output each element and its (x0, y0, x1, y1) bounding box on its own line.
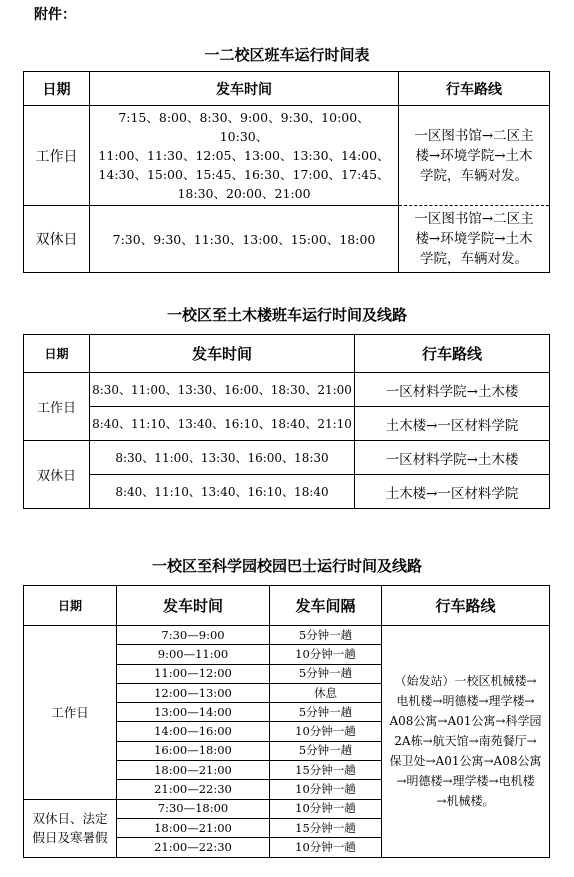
route-line: 保卫处→A01公寓→A08公寓 (389, 754, 542, 769)
route-cell: 土木楼→一区材料学院 (355, 407, 550, 441)
times-cell: 7:30、9:30、11:30、13:00、15:00、18:00 (90, 206, 399, 273)
interval-cell: 10分钟一趟 (270, 722, 382, 741)
table-row (24, 373, 550, 407)
interval-cell: 5分钟一趟 (270, 664, 382, 683)
interval-cell: 15分钟一趟 (270, 818, 382, 837)
day-line: 双休日、法定 (32, 811, 108, 827)
interval-cell: 休息 (270, 683, 382, 702)
time-cell: 21:00—22:30 (117, 838, 270, 857)
day-cell: 工作日 (24, 106, 90, 206)
interval-cell: 5分钟一趟 (270, 626, 382, 645)
times-line: 7:15、8:00、8:30、9:00、9:30、10:00、10:30、 (118, 110, 370, 144)
times-line: 14:30、15:00、15:45、16:30、17:00、17:45、 (98, 167, 390, 182)
route-line: 一区图书馆→二区主 (414, 211, 534, 227)
route-line: （始发站）一校区机械楼→ (394, 674, 537, 689)
time-cell: 7:30—18:00 (117, 799, 270, 818)
table1-title: 一二校区班车运行时间表 (204, 46, 370, 64)
table-row (24, 441, 550, 475)
times-cell: 8:40、11:10、13:40、16:10、18:40、21:10 (90, 407, 355, 441)
route-line: 学院，车辆对发。 (420, 251, 528, 267)
attachment-label: 附件： (34, 7, 76, 23)
table-row (24, 106, 550, 206)
time-cell: 9:00—11:00 (117, 645, 270, 664)
time-cell: 12:00—13:00 (117, 683, 270, 702)
header-times: 发车时间 (90, 335, 355, 373)
shuttle-table-1 (23, 71, 550, 273)
time-cell: 13:00—14:00 (117, 703, 270, 722)
route-line: 一区图书馆→二区主 (414, 127, 534, 144)
time-cell: 18:00—21:00 (117, 761, 270, 780)
header-route: 行车路线 (355, 335, 550, 373)
header-route: 行车路线 (399, 72, 550, 106)
route-line: A08公寓→A01公寓→科学园 (389, 714, 542, 729)
table-header-row (24, 72, 550, 106)
day-cell: 工作日 (24, 626, 117, 800)
table-row (24, 206, 550, 273)
day-line: 假日及寒暑假 (32, 830, 108, 846)
times-line: 11:00、11:30、12:05、13:00、13:30、14:00、 (98, 148, 390, 163)
table-header-row (24, 335, 550, 373)
day-cell: 工作日 (24, 373, 90, 441)
interval-cell: 10分钟一趟 (270, 838, 382, 857)
times-cell (90, 106, 399, 206)
header-date: 日期 (24, 335, 90, 373)
table-row (24, 407, 550, 441)
shuttle-table-3 (23, 585, 550, 858)
header-date: 日期 (24, 72, 90, 106)
route-line: →机械楼。 (436, 794, 495, 809)
route-cell: 一区材料学院→土木楼 (355, 373, 550, 407)
time-cell: 18:00—21:00 (117, 818, 270, 837)
header-times: 发车时间 (90, 72, 399, 106)
table3-title: 一校区至科学园校园巴士运行时间及线路 (151, 557, 422, 575)
header-interval: 发车间隔 (270, 586, 382, 626)
header-route: 行车路线 (382, 586, 550, 626)
time-cell: 16:00—18:00 (117, 741, 270, 760)
table-header-row (24, 586, 550, 626)
times-cell: 8:30、11:00、13:30、16:00、18:30、21:00 (90, 373, 355, 407)
interval-cell: 5分钟一趟 (270, 703, 382, 722)
interval-cell: 10分钟一趟 (270, 799, 382, 818)
route-line: →明德楼→理学楼→电机楼 (396, 774, 535, 789)
route-line: 楼→环境学院→土木 (415, 231, 533, 247)
route-cell (382, 626, 550, 858)
time-cell: 7:30—9:00 (117, 626, 270, 645)
route-cell: 一区材料学院→土木楼 (355, 441, 550, 475)
route-cell: 土木楼→一区材料学院 (355, 475, 550, 509)
times-cell: 8:40、11:10、13:40、16:10、18:40 (90, 475, 355, 509)
header-times: 发车时间 (117, 586, 270, 626)
shuttle-table-2 (23, 334, 550, 509)
table-row (24, 626, 550, 645)
time-cell: 21:00—22:30 (117, 780, 270, 799)
route-line: 学院，车辆对发。 (420, 167, 528, 184)
route-line: 2A栋→航天馆→南苑餐厅→ (394, 734, 537, 749)
times-line: 18:30、20:00、21:00 (177, 186, 311, 201)
day-cell (24, 799, 117, 857)
interval-cell: 15分钟一趟 (270, 761, 382, 780)
interval-cell: 5分钟一趟 (270, 741, 382, 760)
interval-cell: 10分钟一趟 (270, 645, 382, 664)
time-cell: 11:00—12:00 (117, 664, 270, 683)
table-row (24, 475, 550, 509)
route-cell (399, 106, 550, 206)
header-date: 日期 (24, 586, 117, 626)
interval-cell: 10分钟一趟 (270, 780, 382, 799)
day-cell: 双休日 (24, 441, 90, 509)
route-line: 电机楼→明德楼→理学楼→ (396, 694, 535, 709)
times-cell: 8:30、11:00、13:30、16:00、18:30 (90, 441, 355, 475)
day-cell: 双休日 (24, 206, 90, 273)
table2-title: 一校区至土木楼班车运行时间及线路 (166, 306, 407, 324)
time-cell: 14:00—16:00 (117, 722, 270, 741)
route-line: 楼→环境学院→土木 (415, 147, 533, 164)
route-cell (399, 206, 550, 273)
